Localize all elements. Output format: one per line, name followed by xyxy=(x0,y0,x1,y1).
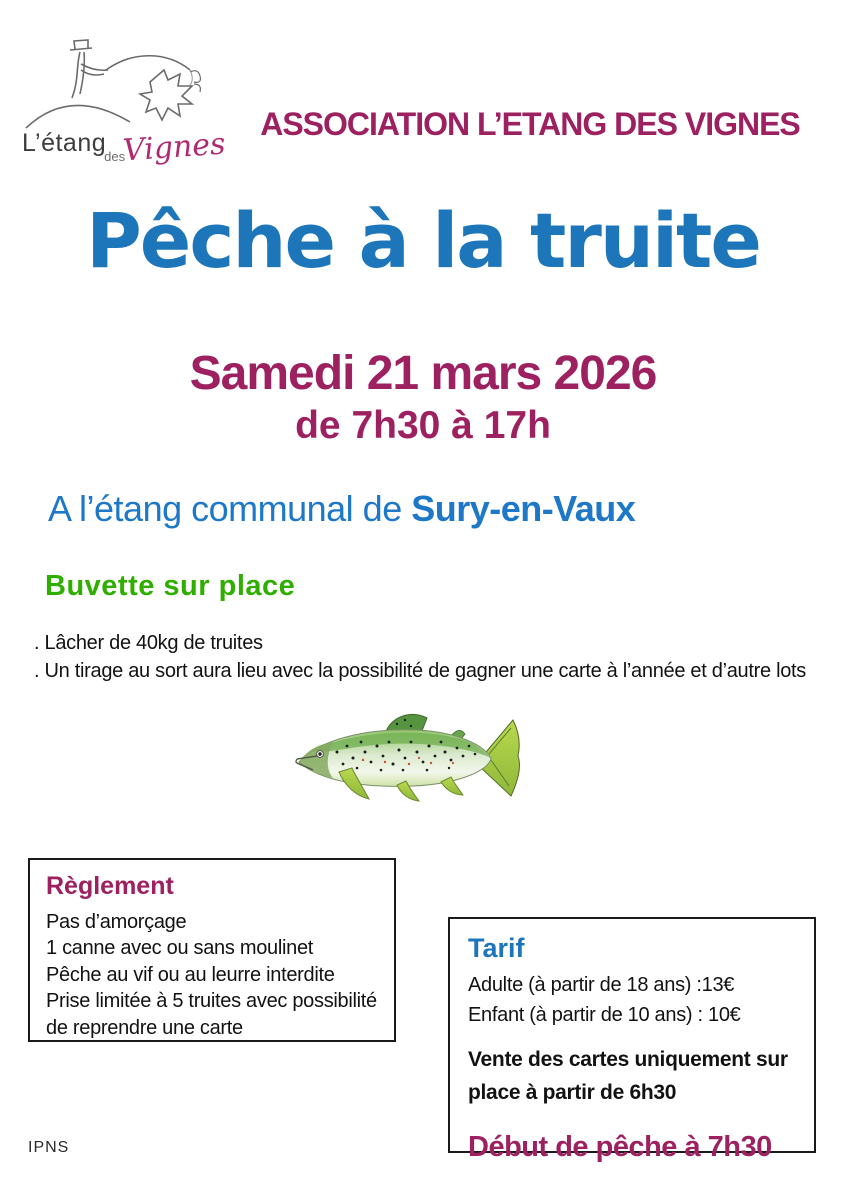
association-logo xyxy=(14,36,227,186)
bullet-item: . Lâcher de 40kg de truites xyxy=(34,632,263,654)
trout-illustration-icon xyxy=(293,708,523,808)
event-hours: de 7h30 à 17h xyxy=(295,404,551,447)
tarif-box xyxy=(448,917,816,1164)
tarif-line-enfant: Enfant (à partir de 10 ans) : 10€ xyxy=(468,1004,741,1026)
association-title: ASSOCIATION L’ETANG DES VIGNES xyxy=(260,106,800,142)
reglement-line: Pêche au vif ou au leurre interdite xyxy=(46,963,335,986)
logo-vignes-label: Vignes xyxy=(122,126,227,169)
location-prefix: A l’étang communal de xyxy=(48,488,412,529)
reglement-line: Prise limitée à 5 truites avec possibilité de reprendre une carte xyxy=(46,990,377,1039)
tarif-title: Tarif xyxy=(468,933,525,963)
buvette-note: Buvette sur place xyxy=(45,570,296,602)
logo-text xyxy=(22,124,227,169)
info-bullets xyxy=(34,630,840,685)
fisherman-vine-logo-icon xyxy=(22,36,212,132)
footer-ipns: IPNS xyxy=(28,1139,70,1156)
reglement-box xyxy=(28,858,396,1042)
location-line xyxy=(48,488,828,530)
tarif-note: Vente des cartes uniquement sur place à partir de 6h30 xyxy=(468,1048,788,1104)
location-place: Sury-en-Vaux xyxy=(411,488,636,529)
event-title: Pêche à la truite xyxy=(86,196,760,285)
logo-des-label: des xyxy=(104,149,126,164)
reglement-title: Règlement xyxy=(46,872,174,900)
event-date: Samedi 21 mars 2026 xyxy=(189,347,657,400)
bullet-item: . Un tirage au sort aura lieu avec la possibilité de gagner une carte à l’année et d’autre lots xyxy=(34,659,806,682)
tarif-start-time: Début de pêche à 7h30 xyxy=(468,1131,772,1164)
reglement-line: Pas d’amorçage xyxy=(46,911,187,933)
tarif-line-adulte: Adulte (à partir de 18 ans) :13€ xyxy=(468,974,735,996)
reglement-line: 1 canne avec ou sans moulinet xyxy=(46,937,314,960)
logo-etang-label: L’étang xyxy=(22,129,107,157)
